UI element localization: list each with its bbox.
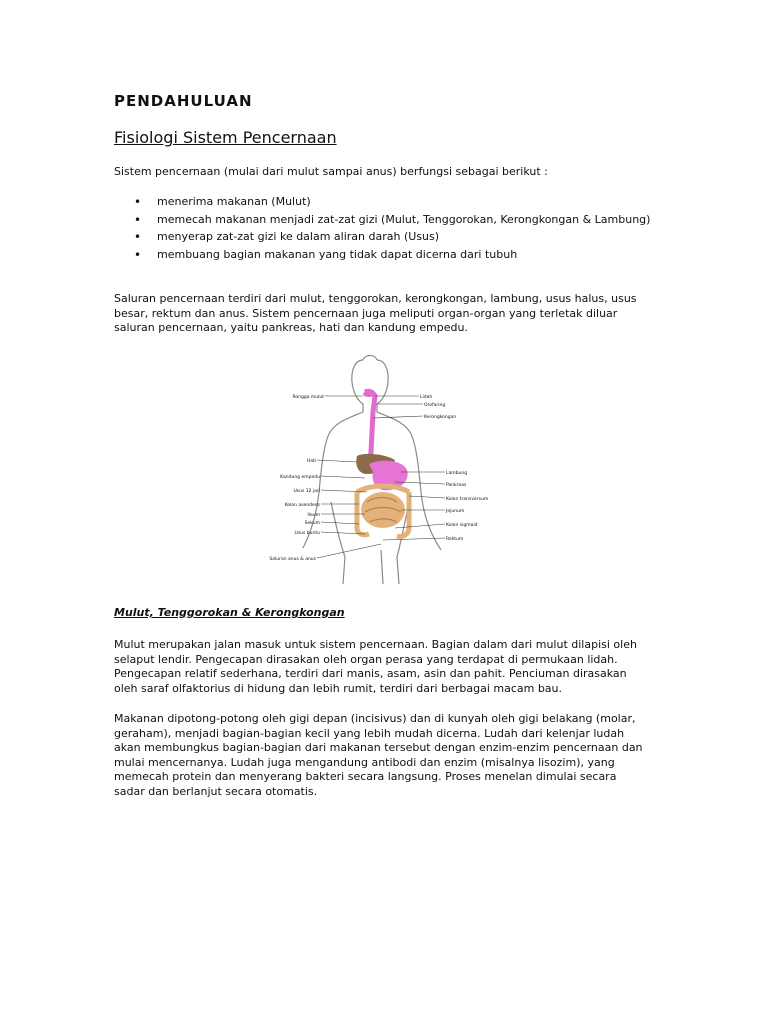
figure-label: Saluran anus & anus (269, 557, 316, 562)
section-subtitle: Fisiologi Sistem Pencernaan (114, 128, 337, 147)
figure-label: Kandung empedu (280, 475, 320, 480)
figure-label: Lambung (446, 471, 468, 476)
figure-label: Hati (306, 459, 316, 464)
list-item: • menerima makanan (Mulut) (134, 195, 311, 209)
intro-paragraph: Sistem pencernaan (mulai dari mulut sampai anus) berfungsi sebagai berikut : (114, 165, 548, 178)
figure-label: Pankreas (446, 483, 467, 488)
bullet-icon: • (134, 195, 142, 209)
figure-label: Jejunum (446, 509, 465, 514)
page-title: PENDAHULUAN (114, 92, 253, 110)
figure-label: Sekum (304, 521, 320, 526)
mulut-paragraph: Mulut merupakan jalan masuk untuk sistem pencernaan. Bagian dalam dari mulut dilapisi oleh selaput lendir. Pengecapan dirasakan oleh organ perasa yang terdapat di permukaan lidah. Pengecapan relatif sederhana, terdiri dari manis, asam, asin dan pahit. Penciuman dirasakan oleh saraf olfaktorius di hidung dan lebih rumit, terdiri dari berbagai macam bau. (114, 638, 637, 695)
figure-label: Rektum (446, 537, 464, 542)
list-item: • menyerap zat-zat gizi ke dalam aliran darah (Usus) (134, 230, 440, 244)
bullet-icon: • (134, 230, 142, 244)
figure-label: Ileum (307, 513, 320, 518)
figure-label: Lidah (420, 395, 433, 400)
digestive-system-illustration (269, 352, 490, 588)
figure-label: Kolon asendens (284, 503, 320, 508)
figure-label: Kolon transversum (446, 497, 489, 502)
figure-label: Kerongkongan (424, 415, 457, 420)
section-heading: Mulut, Tenggorokan & Kerongkongan (114, 606, 345, 619)
figure-label: Kolon sigmoid (446, 523, 478, 528)
bullet-icon: • (134, 247, 142, 262)
function-list (114, 195, 657, 265)
list-item: • memecah makanan menjadi zat-zat gizi (Mulut, Tenggorokan, Kerongkongan & Lambung) (134, 212, 651, 227)
figure-label: Usus buntu (294, 531, 320, 536)
figure-label: Rongga mulut (292, 395, 324, 400)
saluran-paragraph: Saluran pencernaan terdiri dari mulut, tenggorokan, kerongkongan, lambung, usus halus, usus besar, rektum dan anus. Sistem pencernaan juga meliputi organ-organ yang terletak diluar saluran pencernaan, yaitu pankreas, hati dan kandung empedu. (114, 292, 637, 334)
makanan-paragraph: Makanan dipotong-potong oleh gigi depan (incisivus) dan di kunyah oleh gigi belakang (molar, geraham), menjadi bagian-bagian kecil yang lebih mudah dicerna. Ludah dari kelenjar ludah akan membungkus bagian-bagian dari makanan tersebut dengan enzim-enzim pencernaan dan mulai mencernanya. Ludah juga mengandung antibodi dan enzim (misalnya lisozim), yang memecah protein dan menyerang bakteri secara langsung. Proses menelan dimulai secara sadar dan berlanjut secara otomatis. (114, 712, 643, 798)
digestive-system-diagram (269, 352, 490, 588)
figure-label: Orofaring (424, 403, 446, 408)
bullet-icon: • (134, 212, 142, 227)
figure-label: Usus 12 jari (293, 489, 320, 494)
list-item: • membuang bagian makanan yang tidak dapat dicerna dari tubuh (134, 247, 518, 262)
